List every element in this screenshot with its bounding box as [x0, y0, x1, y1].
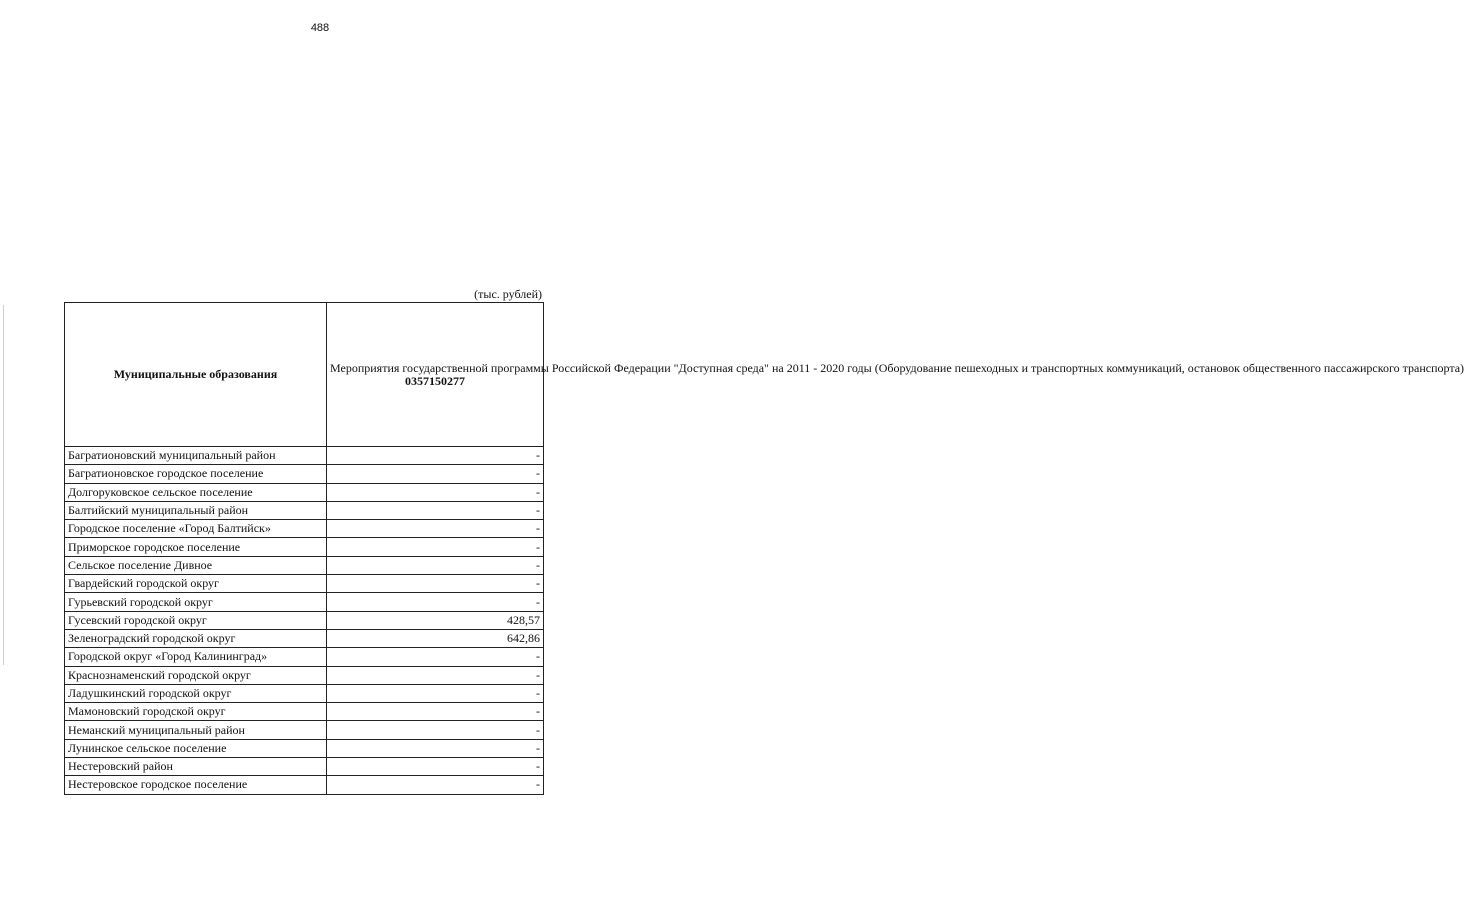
program-description: Мероприятия государственной программы Российской Федерации "Доступная среда" на 2011 - 2020 годы (Оборудование пешеходных и транспортных коммуникаций, остановок общественного пассажирского транспорта) — [330, 360, 1464, 375]
municipality-name: Приморское городское поселение — [65, 538, 327, 556]
table-row — [65, 611, 544, 629]
municipality-name: Гурьевский городской округ — [65, 593, 327, 611]
table-row — [65, 575, 544, 593]
table-row — [65, 465, 544, 483]
column-header-program — [327, 303, 1464, 447]
funding-value: - — [327, 721, 544, 739]
municipality-name: Долгоруковское сельское поселение — [65, 483, 327, 501]
funding-value: - — [327, 538, 544, 556]
municipal-funding-table — [64, 302, 1464, 795]
funding-value: - — [327, 666, 544, 684]
funding-value: - — [327, 556, 544, 574]
municipality-name: Балтийский муниципальный район — [65, 501, 327, 519]
table-row — [65, 648, 544, 666]
funding-value: - — [327, 575, 544, 593]
funding-value: - — [327, 483, 544, 501]
table-row — [65, 501, 544, 519]
column-header-municipalities: Муниципальные образования — [65, 303, 327, 447]
program-code: 0357150277 — [405, 373, 465, 388]
municipality-name: Нестеровское городское поселение — [65, 776, 327, 794]
units-label: (тыс. рублей) — [474, 287, 542, 301]
table-row — [65, 703, 544, 721]
scan-margin-line — [3, 305, 4, 665]
funding-value: - — [327, 465, 544, 483]
page-number: 488 — [310, 22, 330, 34]
table-row — [65, 776, 544, 794]
table-row — [65, 721, 544, 739]
municipality-name: Багратионовский муниципальный район — [65, 447, 327, 465]
municipality-name: Багратионовское городское поселение — [65, 465, 327, 483]
municipality-name: Мамоновский городской округ — [65, 703, 327, 721]
municipality-name: Городской округ «Город Калининград» — [65, 648, 327, 666]
funding-value: - — [327, 684, 544, 702]
funding-value: 428,57 — [327, 611, 544, 629]
funding-value: - — [327, 758, 544, 776]
table-row — [65, 483, 544, 501]
municipality-name: Неманский муниципальный район — [65, 721, 327, 739]
municipality-name: Краснознаменский городской округ — [65, 666, 327, 684]
funding-value: - — [327, 739, 544, 757]
table-row — [65, 447, 544, 465]
municipality-name: Нестеровский район — [65, 758, 327, 776]
municipality-name: Зеленоградский городской округ — [65, 629, 327, 647]
funding-value: - — [327, 648, 544, 666]
municipality-name: Сельское поселение Дивное — [65, 556, 327, 574]
municipality-name: Гусевский городской округ — [65, 611, 327, 629]
funding-value: - — [327, 447, 544, 465]
table-body — [65, 447, 544, 795]
funding-value: - — [327, 520, 544, 538]
municipality-name: Лунинское сельское поселение — [65, 739, 327, 757]
table-row — [65, 684, 544, 702]
table-row — [65, 556, 544, 574]
funding-value: - — [327, 501, 544, 519]
table-row — [65, 666, 544, 684]
municipality-name: Гвардейский городской округ — [65, 575, 327, 593]
table-row — [65, 629, 544, 647]
table-header-row — [65, 303, 544, 447]
table-row — [65, 520, 544, 538]
table-row — [65, 593, 544, 611]
table-row — [65, 758, 544, 776]
table-row — [65, 739, 544, 757]
funding-value: 642,86 — [327, 629, 544, 647]
funding-value: - — [327, 776, 544, 794]
funding-value: - — [327, 593, 544, 611]
table-row — [65, 538, 544, 556]
funding-value: - — [327, 703, 544, 721]
municipality-name: Городское поселение «Город Балтийск» — [65, 520, 327, 538]
municipality-name: Ладушкинский городской округ — [65, 684, 327, 702]
